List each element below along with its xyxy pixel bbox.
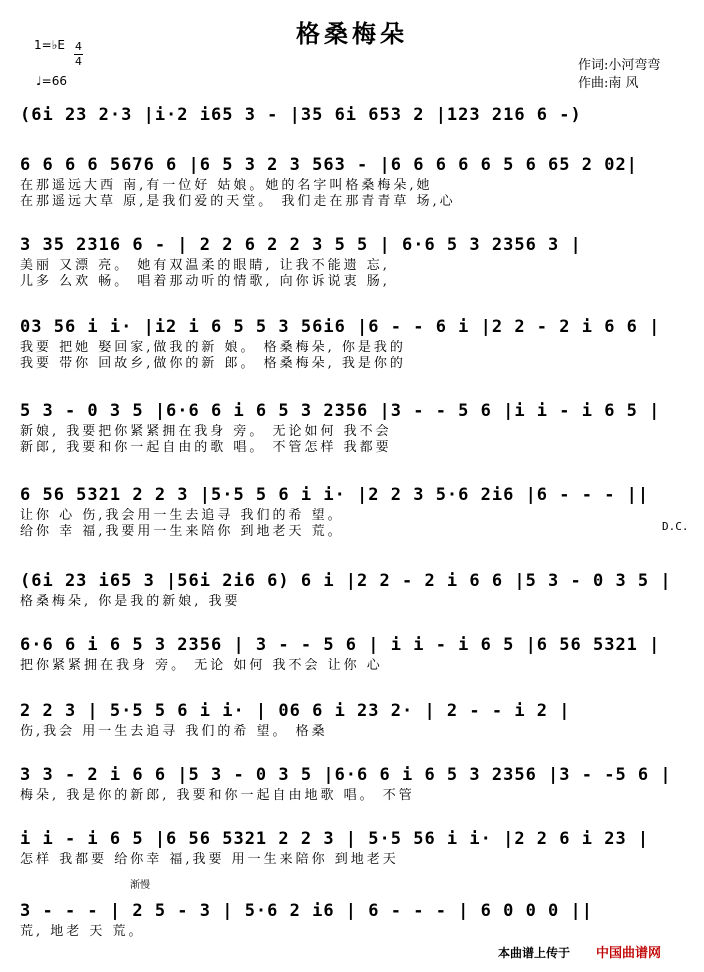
score-system (20, 632, 690, 674)
lyricist-credit: 作词:小河弯弯 (578, 58, 661, 73)
lyric-line: 怎样 我都要 给你幸 福,我要 用一生来陪你 到地老天 (20, 852, 399, 867)
time-sig-top: 4 (75, 40, 82, 53)
key-signature: 1=♭E (34, 38, 65, 52)
score-system (20, 762, 690, 804)
score-system (20, 898, 690, 940)
notation-line: (6i 23 i65 3 |56i 2i6 6) 6 i |2 2 - 2 i 6 6 |5 3 - 0 3 5 | (20, 571, 672, 591)
lyric-line: 在那遥远大草 原,是我们爱的天堂。 我们走在那青青草 场,心 (20, 194, 456, 209)
notation-line: 3 3 - 2 i 6 6 |5 3 - 0 3 5 |6·6 6 i 6 5 3 2356 |3 - -5 6 | (20, 765, 672, 785)
score-system (20, 482, 690, 540)
score-system (20, 398, 690, 456)
lyric-line: 给你 幸 福,我要用一生来陪你 到地老天 荒。 (20, 524, 344, 539)
lyric-line: 新郎, 我要和你一起自由的歌 唱。 不管怎样 我都要 (20, 440, 392, 455)
notation-line: i i - i 6 5 |6 56 5321 2 2 3 | 5·5 56 i i· |2 2 6 i 23 | (20, 829, 650, 849)
composer-credit: 作曲:南 风 (578, 76, 639, 91)
lyric-line: 新娘, 我要把你紧紧拥在我身 旁。 无论如何 我不会 (20, 424, 392, 439)
score-system (20, 698, 690, 740)
notation-line: 6 56 5321 2 2 3 |5·5 5 6 i i· |2 2 3 5·6 2i6 |6 - - - || (20, 485, 650, 505)
lyric-line: 伤,我会 用一生去追寻 我们的希 望。 格桑 (20, 724, 328, 739)
time-sig-bottom: 4 (75, 55, 82, 68)
lyric-line: 荒, 地老 天 荒。 (20, 924, 145, 939)
lyric-line: 把你紧紧拥在我身 旁。 无论 如何 我不会 让你 心 (20, 658, 383, 673)
lyric-line: 梅朵, 我是你的新郎, 我要和你一起自由地歌 唱。 不管 (20, 788, 415, 803)
lyric-line: 格桑梅朵, 你是我的新娘, 我要 (20, 594, 241, 609)
score-system (20, 314, 690, 372)
notation-line: 03 56 i i· |i2 i 6 5 5 3 56i6 |6 - - 6 i |2 2 - 2 i 6 6 | (20, 317, 661, 337)
tempo-marking: ♩=66 (36, 74, 67, 88)
score-system (20, 826, 690, 868)
tempo-change-marking: 渐慢 (130, 880, 150, 891)
notation-line: 6 6 6 6 5676 6 |6 5 3 2 3 563 - |6 6 6 6 6 5 6 65 2 02| (20, 155, 638, 175)
lyric-line: 让你 心 伤,我会用一生去追寻 我们的希 望。 (20, 508, 344, 523)
score-system (20, 152, 690, 210)
lyric-line: 美丽 又漂 亮。 她有双温柔的眼睛, 让我不能遗 忘, (20, 258, 390, 273)
lyric-line: 我要 把她 娶回家,做我的新 娘。 格桑梅朵, 你是我的 (20, 340, 406, 355)
dc-marking: D.C. (662, 520, 689, 533)
notation-line: 2 2 3 | 5·5 5 6 i i· | 06 6 i 23 2· | 2 - - i 2 | (20, 701, 571, 721)
score-system (20, 568, 690, 610)
notation-line: 5 3 - 0 3 5 |6·6 6 i 6 5 3 2356 |3 - - 5 6 |i i - i 6 5 | (20, 401, 661, 421)
notation-line: 6·6 6 i 6 5 3 2356 | 3 - - 5 6 | i i - i 6 5 |6 56 5321 | (20, 635, 661, 655)
lyric-line: 在那遥远大西 南,有一位好 姑娘。她的名字叫格桑梅朵,她 (20, 178, 433, 193)
notation-line: (6i 23 2·3 |i·2 i65 3 - |35 6i 653 2 |123 216 6 -) (20, 105, 582, 125)
lyric-line: 我要 带你 回故乡,做你的新 郎。 格桑梅朵, 我是你的 (20, 356, 406, 371)
site-logo: 中国曲谱网 (596, 946, 662, 961)
lyric-line: 儿多 么欢 畅。 唱着那动听的情歌, 向你诉说衷 肠, (20, 274, 390, 289)
notation-line: 3 - - - | 2 5 - 3 | 5·6 2 i6 | 6 - - - | 6 0 0 0 || (20, 901, 593, 921)
footer-uploaded-text: 本曲谱上传于 (498, 946, 571, 960)
page-title: 格桑梅朵 (296, 20, 408, 48)
score-system (20, 102, 690, 128)
score-system (20, 232, 690, 290)
notation-line: 3 35 2316 6 - | 2 2 6 2 2 3 5 5 | 6·6 5 3 2356 3 | (20, 235, 582, 255)
time-signature (74, 40, 83, 69)
